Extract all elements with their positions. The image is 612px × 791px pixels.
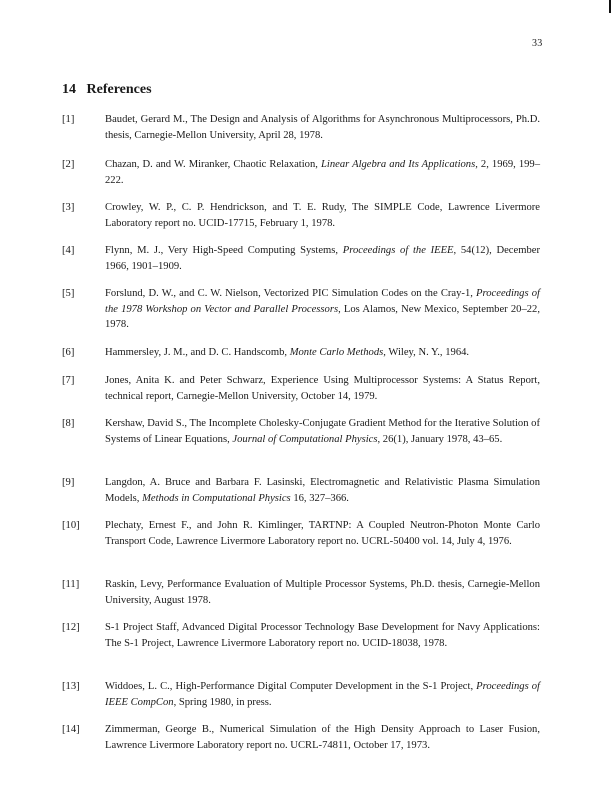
reference-text: Kershaw, David S., The Incomplete Cholesky-Conjugate Gradient Method for the Iterative Solution of Systems of Linear Equations, Journal of Computational Physics, 26(1), January 1978, 43–65.: [105, 418, 540, 445]
section-heading: [62, 82, 152, 98]
reference-entry: [62, 200, 540, 231]
reference-entry: [62, 243, 540, 274]
reference-text: Baudet, Gerard M., The Design and Analysis of Algorithms for Asynchronous Multiprocessors, Ph.D. thesis, Carnegie-Mellon University, April 28, 1978.: [105, 114, 540, 141]
reference-label: [14]: [62, 724, 80, 735]
reference-entry: [62, 475, 540, 506]
reference-label: [4]: [62, 245, 75, 256]
reference-entry: [62, 157, 540, 188]
reference-text: Plechaty, Ernest F., and John R. Kimlinger, TARTNP: A Coupled Neutron-Photon Monte Carlo Transport Code, Lawrence Livermore Laboratory report no. UCRL-50400 vol. 14, July 4, 1976.: [105, 520, 540, 547]
reference-label: [11]: [62, 579, 80, 590]
reference-label: [2]: [62, 159, 75, 170]
reference-text: Widdoes, L. C., High-Performance Digital Computer Development in the S-1 Project, Proceedings of IEEE CompCon, Spring 1980, in press.: [105, 681, 541, 708]
reference-entry: [62, 679, 540, 710]
reference-text: Langdon, A. Bruce and Barbara F. Lasinski, Electromagnetic and Relativistic Plasma Simulation Models, Methods in Computational Physics 16, 327–366.: [105, 477, 540, 504]
reference-label: [12]: [62, 622, 80, 633]
reference-text: Crowley, W. P., C. P. Hendrickson, and T. E. Rudy, The SIMPLE Code, Lawrence Livermore Laboratory report no. UCID-17715, February 1, 1978.: [105, 202, 540, 229]
reference-text: Jones, Anita K. and Peter Schwarz, Experience Using Multiprocessor Systems: A Status Report, technical report, Carnegie-Mellon University, October 14, 1979.: [105, 375, 540, 402]
reference-label: [1]: [62, 114, 75, 125]
reference-label: [9]: [62, 477, 75, 488]
section-title: References: [86, 82, 152, 97]
section-number: 14: [62, 82, 76, 97]
scan-edge-mark: [609, 0, 611, 13]
reference-entry: [62, 577, 540, 608]
reference-label: [8]: [62, 418, 75, 429]
reference-text: Chazan, D. and W. Miranker, Chaotic Relaxation, Linear Algebra and Its Applications, 2, 1969, 199–222.: [105, 159, 541, 186]
reference-label: [7]: [62, 375, 75, 386]
reference-entry: [62, 286, 540, 333]
reference-entry: [62, 722, 540, 753]
reference-entry: [62, 373, 540, 404]
reference-label: [10]: [62, 520, 80, 531]
reference-entry: [62, 620, 540, 651]
reference-text: Flynn, M. J., Very High-Speed Computing Systems, Proceedings of the IEEE, 54(12), December 1966, 1901–1909.: [105, 245, 540, 272]
reference-label: [5]: [62, 288, 75, 299]
reference-text: Hammersley, J. M., and D. C. Handscomb, Monte Carlo Methods, Wiley, N. Y., 1964.: [105, 347, 470, 358]
reference-entry: [62, 518, 540, 549]
reference-text: Forslund, D. W., and C. W. Nielson, Vectorized PIC Simulation Codes on the Cray-1, Proceedings of the 1978 Workshop on Vector and Parallel Processors, Los Alamos, New Mexico, September 20–22, 1978.: [105, 288, 540, 330]
reference-text: Zimmerman, George B., Numerical Simulation of the High Density Approach to Laser Fusion, Lawrence Livermore Laboratory report no. UCRL-74811, October 17, 1973.: [105, 724, 540, 751]
reference-label: [6]: [62, 347, 75, 358]
page-number: 33: [532, 38, 543, 49]
reference-text: Raskin, Levy, Performance Evaluation of Multiple Processor Systems, Ph.D. thesis, Carnegie-Mellon University, August 1978.: [105, 579, 540, 606]
reference-entry: [62, 112, 540, 143]
reference-entry: [62, 345, 540, 361]
reference-label: [3]: [62, 202, 75, 213]
reference-text: S-1 Project Staff, Advanced Digital Processor Technology Base Development for Navy Applications: The S-1 Project, Lawrence Livermore Laboratory report no. UCID-18038, 1978.: [105, 622, 540, 649]
reference-entry: [62, 416, 540, 447]
reference-label: [13]: [62, 681, 80, 692]
